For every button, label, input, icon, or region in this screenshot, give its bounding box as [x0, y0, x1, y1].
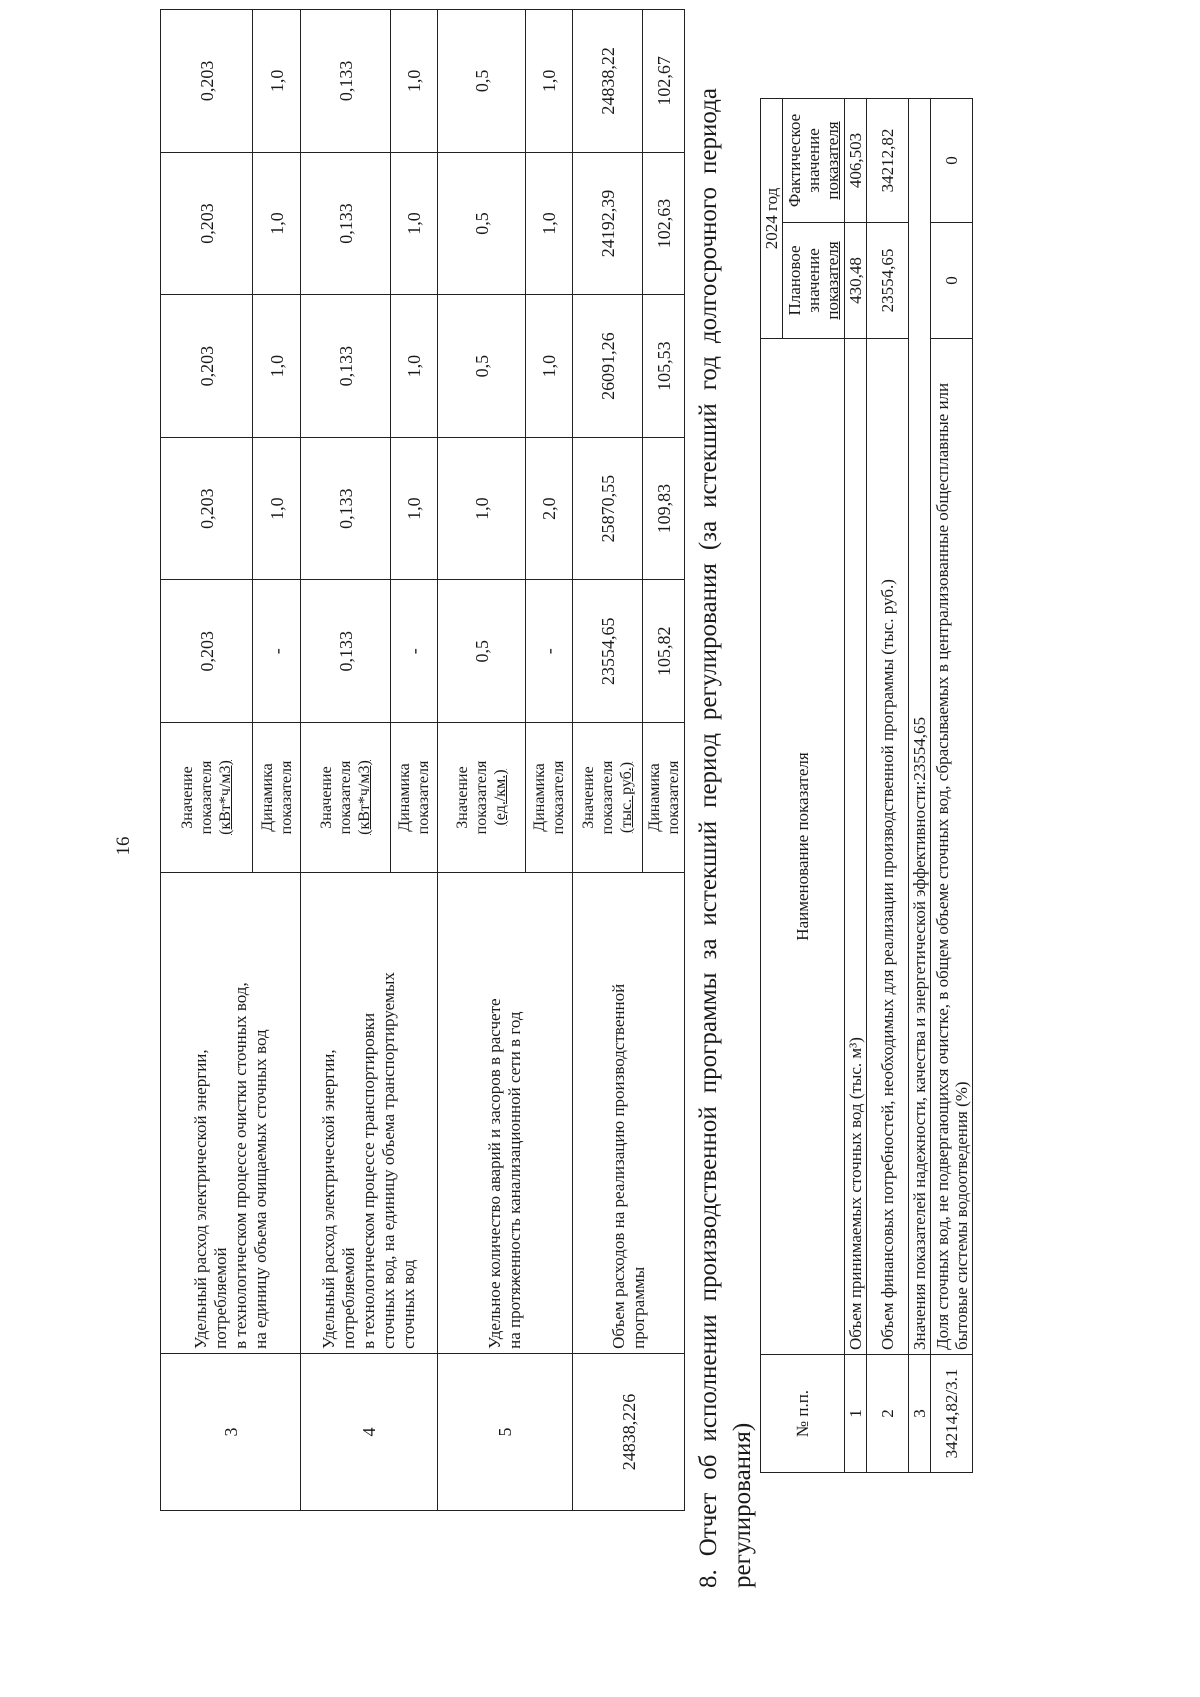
value-cell: 1,0 [391, 437, 438, 580]
table-row [573, 10, 643, 1511]
plan-value: 0 [931, 223, 973, 339]
value-cell: 0,5 [438, 295, 526, 438]
value-cell: 0,5 [438, 152, 526, 295]
value-cell: 0,133 [301, 152, 391, 295]
value-cell: 24838,22 [573, 10, 643, 153]
value-cell: 26091,26 [573, 295, 643, 438]
table-row [931, 99, 973, 1473]
value-cell: 1,0 [253, 152, 301, 295]
table-row [845, 99, 867, 1473]
row-number: 3 [161, 1353, 301, 1510]
value-cell: 0,203 [161, 580, 253, 723]
sub-label: Динамика показателя [526, 723, 573, 873]
section-heading: 8. Отчет об исполнении производственной программы за истекший период регулирования (за истекший год долгосрочного периода регулирования) [695, 88, 756, 1588]
value-cell: 1,0 [253, 10, 301, 153]
table-row [867, 99, 909, 1473]
value-cell: 0,203 [161, 295, 253, 438]
indicator-name: Удельный расход электрической энергии, потребляемой в технологическом процессе очистки сточных вод, на единицу объема очищаемых сточных вод [161, 872, 301, 1353]
page-number: 16 [113, 836, 134, 856]
indicator-name: Объем принимаемых сточных вод (тыс. м³) [845, 338, 867, 1354]
row-number: 4 [301, 1353, 438, 1510]
column-header-plan: Плановое значение показателя [783, 223, 845, 339]
value-cell: 0,5 [438, 580, 526, 723]
value-cell: 1,0 [391, 152, 438, 295]
value-cell: 0,203 [161, 10, 253, 153]
indicator-name: Доля сточных вод, не подвергающихся очистке, в общем объеме сточных вод, сбрасываемых в централизованные общесплавные или бытовые системы водоотведения (%) [931, 338, 973, 1354]
column-header-fact: Фактическое значение показателя [783, 99, 845, 223]
fact-value: 34212,82 [867, 99, 909, 223]
column-header-name: Наименование показателя [761, 338, 845, 1354]
sub-label: Динамика показателя [391, 723, 438, 873]
indicator-name: Значения показателей надежности, качества и энергетической эффективности:23554,65 [909, 99, 931, 1355]
sub-label: Значение показателя (ед./км.) [438, 723, 526, 873]
indicator-name: Объем расходов на реализацию производственной программы [573, 872, 685, 1353]
program-execution-table [760, 98, 973, 1473]
table-row [438, 10, 526, 1511]
indicator-name: Удельный расход электрической энергии, потребляемой в технологическом процессе транспортировки сточных вод, на единицу объема транспортируемых сточных вод [301, 872, 438, 1353]
row-number: 5 [438, 1353, 573, 1510]
value-cell: 2,0 [526, 437, 573, 580]
value-cell: 1,0 [253, 437, 301, 580]
value-cell: 0,203 [161, 437, 253, 580]
column-header-num: № п.п. [761, 1355, 845, 1473]
value-cell: - [391, 580, 438, 723]
value-cell: 102,67 [643, 10, 685, 153]
plan-value: 23554,65 [867, 223, 909, 339]
value-cell: 1,0 [526, 10, 573, 153]
fact-value: 0 [931, 99, 973, 223]
value-cell: - [253, 580, 301, 723]
value-cell: 109,83 [643, 437, 685, 580]
sub-label: Динамика показателя [643, 723, 685, 873]
value-cell: 0,133 [301, 295, 391, 438]
value-cell: 105,82 [643, 580, 685, 723]
indicator-name: Удельное количество аварий и засоров в расчете на протяженность канализационной сети в год [438, 872, 573, 1353]
row-number: 2 [867, 1355, 909, 1473]
value-cell: 1,0 [438, 437, 526, 580]
column-header-year: 2024 год [761, 99, 783, 339]
value-cell: 0,133 [301, 580, 391, 723]
plan-value: 430,48 [845, 223, 867, 339]
value-cell: 0,203 [161, 152, 253, 295]
indicator-name: Объем финансовых потребностей, необходимых для реализации производственной программы (тыс. руб.) [867, 338, 909, 1354]
value-cell: 1,0 [253, 295, 301, 438]
header-row [761, 99, 783, 1473]
row-number: 1 [845, 1355, 867, 1473]
sub-label: Значение показателя (кВт*ч/м3) [301, 723, 391, 873]
value-cell: 102,63 [643, 152, 685, 295]
value-cell: 1,0 [391, 295, 438, 438]
value-cell: 0,133 [301, 437, 391, 580]
table-row [161, 10, 253, 1511]
fact-value: 406,503 [845, 99, 867, 223]
rotated-page-content [120, 3, 1120, 1593]
value-cell: 1,0 [391, 10, 438, 153]
sub-label: Значение показателя (кВт*ч/м3) [161, 723, 253, 873]
value-cell: 23554,65 [573, 580, 643, 723]
row-number: 24838,226 [573, 1353, 685, 1510]
sub-label: Значение показателя (тыс. руб.) [573, 723, 643, 873]
table-row [909, 99, 931, 1473]
value-cell: 0,133 [301, 10, 391, 153]
row-number: 34214,82/3.1 [931, 1355, 973, 1473]
value-cell: - [526, 580, 573, 723]
indicators-table [160, 9, 685, 1511]
value-cell: 0,5 [438, 10, 526, 153]
row-number: 3 [909, 1355, 931, 1473]
value-cell: 1,0 [526, 152, 573, 295]
value-cell: 24192,39 [573, 152, 643, 295]
value-cell: 1,0 [526, 295, 573, 438]
sub-label: Динамика показателя [253, 723, 301, 873]
table-row [301, 10, 391, 1511]
value-cell: 105,53 [643, 295, 685, 438]
value-cell: 25870,55 [573, 437, 643, 580]
